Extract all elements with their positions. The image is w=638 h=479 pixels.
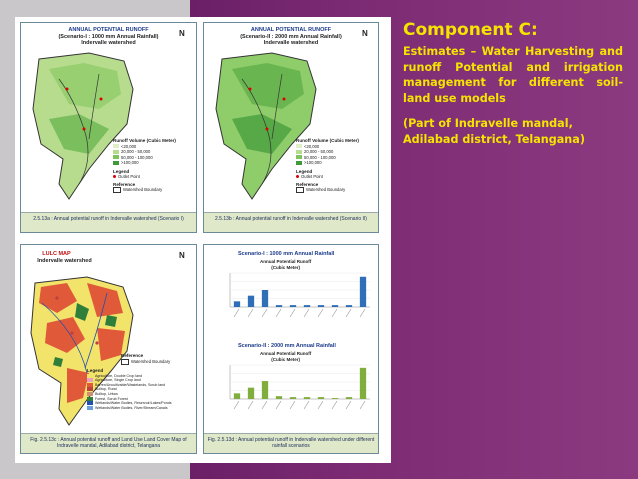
heading: Component C:	[403, 20, 538, 40]
panel1-subtitle: (Scenario-I : 1000 mm Annual Rainfall)	[58, 34, 159, 40]
x-tick-label-mark	[304, 401, 309, 409]
x-tick-label-mark	[360, 309, 365, 317]
panel2-subtitle: (Scenario-II : 2000 mm Annual Rainfall)	[240, 34, 342, 40]
legend-item: Builtup, Rural	[87, 387, 172, 392]
panel2-watershed: Indervalle watershed	[263, 40, 319, 46]
chart2-title: Scenario-II : 2000 mm Annual Rainfall	[238, 343, 336, 349]
legend-title: Runoff Volume (Cubic Meter)	[113, 138, 176, 143]
bar	[276, 396, 282, 399]
legend-item: Wetlands/Water Bodies, Reservoir/Lakes/Ponds	[87, 401, 172, 406]
boundary-item: Watershed Boundary	[121, 359, 170, 365]
north-arrow-icon: N	[179, 251, 185, 260]
legend-item: Agriculture, Double Crop land	[87, 374, 172, 379]
panel1-title: ANNUAL POTENTIAL RUNOFF	[68, 27, 149, 33]
north-arrow-icon: N	[179, 29, 185, 38]
caption: Fig. 2.5.13c : Annual potential runoff and Land Use Land Cover Map of Indravelle mandal, Adilabad district, Telangana	[21, 433, 196, 453]
bar	[318, 397, 324, 399]
x-tick-label-mark	[248, 401, 253, 409]
legend-label: Legend	[87, 368, 104, 373]
bar	[290, 397, 296, 399]
bar	[346, 305, 352, 307]
chart1-subtitle: Annual Potential Runoff (Cubic Meter)	[260, 259, 312, 270]
bar	[360, 368, 366, 399]
bar	[234, 393, 240, 399]
reference-block	[121, 353, 170, 365]
x-tick-label-mark	[318, 309, 323, 317]
bar	[248, 388, 254, 399]
bar	[332, 398, 338, 399]
bar	[276, 305, 282, 307]
bar	[262, 290, 268, 307]
legend-item: <20,000	[296, 144, 359, 150]
legend-item: 20,000 - 50,000	[296, 149, 359, 155]
x-tick-label-mark	[262, 309, 267, 317]
panel3-title: LULC MAP	[42, 251, 71, 257]
legend	[296, 138, 359, 193]
x-tick-label-mark	[332, 309, 337, 317]
bar	[332, 305, 338, 307]
chart-scenario-2	[208, 343, 376, 411]
chart2-subtitle: Annual Potential Runoff (Cubic Meter)	[260, 351, 312, 362]
bar	[248, 296, 254, 307]
legend-item: Forest, Scrub Forest	[87, 397, 172, 402]
panel2-title: ANNUAL POTENTIAL RUNOFF	[250, 27, 332, 33]
x-tick-label-mark	[234, 401, 239, 409]
lulc-legend	[87, 369, 172, 410]
north-arrow-icon: N	[362, 29, 368, 38]
x-tick-label-mark	[290, 401, 295, 409]
chart2-plot	[208, 363, 376, 413]
legend-item: 20,000 - 50,000	[113, 149, 176, 155]
legend-item: <20,000	[113, 144, 176, 150]
bar	[234, 301, 240, 307]
x-tick-label-mark	[276, 309, 281, 317]
x-tick-label-mark	[304, 309, 309, 317]
legend-item: >100,000	[113, 160, 176, 166]
panel1-watershed: Indervalle watershed	[81, 40, 136, 46]
x-tick-label-mark	[360, 401, 365, 409]
legend-title: Runoff Volume (Cubic Meter)	[296, 138, 359, 143]
bar	[304, 397, 310, 399]
caption: 2.5.13a : Annual potential runoff in Indervalle watershed (Scenario I)	[21, 212, 196, 232]
legend-item: 50,000 - 100,000	[113, 155, 176, 161]
reference-label: Reference	[121, 353, 144, 358]
legend-label: Legend	[113, 168, 130, 174]
reference-label: Reference	[296, 181, 319, 187]
x-tick-label-mark	[234, 309, 239, 317]
reference-label: Reference	[113, 181, 136, 187]
x-tick-label-mark	[248, 309, 253, 317]
runoff-map-scenario-1	[20, 22, 197, 233]
x-tick-label-mark	[262, 401, 267, 409]
legend-label: Legend	[296, 168, 313, 174]
chart1-plot	[208, 271, 376, 321]
location-text: (Part of Indravelle mandal, Adilabad district, Telangana)	[403, 117, 585, 146]
boundary-item: Watershed Boundary	[296, 187, 359, 193]
bar	[304, 305, 310, 307]
caption: Fig. 2.5.13d : Annual potential runoff in Indervalle watershed under different rainfall scenarios	[204, 433, 378, 453]
outlet-item: Outlet Point	[113, 174, 176, 180]
legend-item: Builtup, Urban	[87, 392, 172, 397]
legend	[113, 138, 176, 193]
bar	[318, 305, 324, 307]
x-tick-label-mark	[290, 309, 295, 317]
x-tick-label-mark	[346, 309, 351, 317]
caption: 2.5.13b : Annual potential runoff in Indervalle watershed (Scenario II)	[204, 212, 378, 232]
legend-item: 50,000 - 100,000	[296, 155, 359, 161]
outlet-item: Outlet Point	[296, 174, 359, 180]
boundary-item: Watershed Boundary	[113, 187, 176, 193]
bar	[290, 305, 296, 307]
chart-scenario-1	[208, 251, 376, 319]
x-tick-label-mark	[276, 401, 281, 409]
runoff-map-scenario-2	[203, 22, 379, 233]
bar	[346, 397, 352, 399]
panel3-subtitle: Indervalle watershed	[37, 258, 92, 264]
runoff-charts-panel	[203, 244, 379, 454]
chart1-title: Scenario-I : 1000 mm Annual Rainfall	[238, 251, 335, 257]
legend-item: Agriculture, Single Crop land	[87, 378, 172, 383]
lulc-map-panel	[20, 244, 197, 454]
legend-item: Barren/Uncultivable/Wastelands, Scrub land	[87, 383, 172, 388]
body-text: Estimates – Water Harvesting and runoff Potential and irrigation management for different soil- land use models	[403, 45, 623, 105]
legend-item: Wetlands/Water Bodies, River/Stream/Canals	[87, 406, 172, 411]
legend-item: >100,000	[296, 160, 359, 166]
x-tick-label-mark	[346, 401, 351, 409]
bar	[360, 277, 366, 307]
slide-text	[403, 20, 623, 147]
x-tick-label-mark	[332, 401, 337, 409]
bar	[262, 381, 268, 399]
x-tick-label-mark	[318, 401, 323, 409]
